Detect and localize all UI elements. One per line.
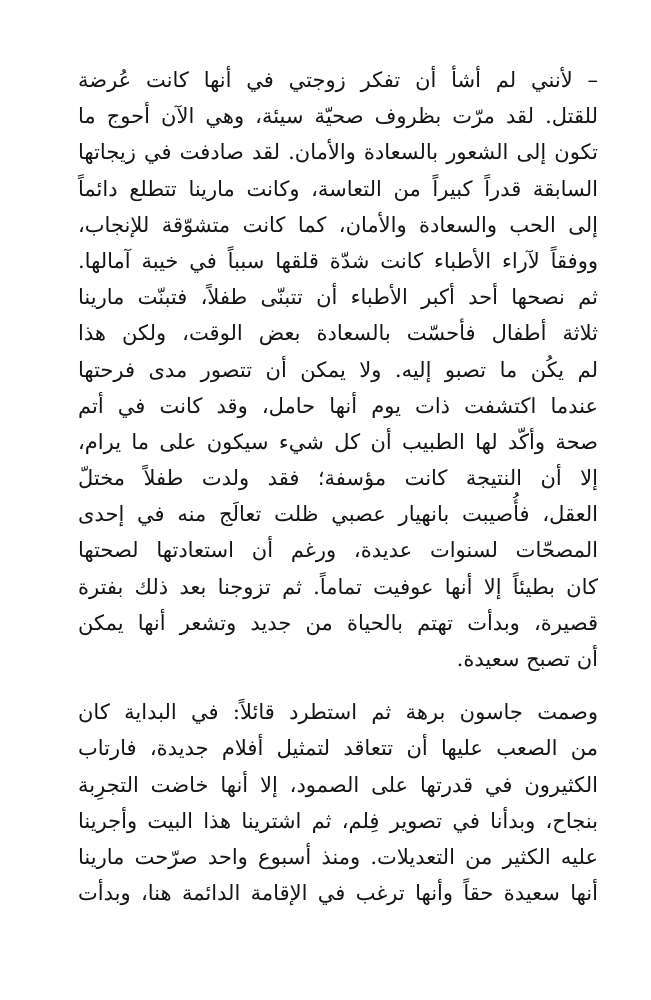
text-line: لم يكُن ما تصبو إليه. ولا يمكن أن تتصور مدى فرحتها: [78, 357, 598, 382]
text-line: السابقة قدراً كبيراً من التعاسة، وكانت مارينا تتطلع دائماً: [78, 176, 598, 201]
text-line: صحة وأكّد لها الطبيب أن كل شيء سيكون على ما يرام،: [78, 429, 598, 454]
text-line: ووفقاً لآراء الأطباء كانت شدّة قلقها سبباً في خيبة آمالها.: [78, 248, 598, 273]
text-line: تكون إلى الشعور بالسعادة والأمان. لقد صادفت في زيجاتها: [78, 140, 598, 165]
text-line: كان بطيئاً إلا أنها عوفيت تماماً. ثم تزوجنا بعد ذلك بفترة: [78, 574, 598, 599]
text-line: ثلاثة أطفال فأحسّت بالسعادة بعض الوقت، ولكن هذا: [78, 321, 598, 346]
text-line: المصحّات لسنوات عديدة، ورغم أن استعادتها لصحتها: [78, 538, 598, 563]
text-line: عليه الكثير من التعديلات. ومنذ أسبوع واحد صرّحت مارينا: [78, 844, 598, 869]
paragraph-2: [78, 694, 598, 911]
text-line: الكثيرون في قدرتها على الصمود، إلا أنها خاضت التجرِبة: [78, 772, 598, 797]
text-line: ثم نصحها أحد أكبر الأطباء أن تتبنّى طفلاً، فتبنّت مارينا: [78, 285, 598, 310]
text-line: للقتل. لقد مرّت بظروف صحيّة سيئة، وهي الآن أحوج ما: [78, 104, 598, 129]
text-line: إلى الحب والسعادة والأمان، كما كانت متشوّقة للإنجاب،: [78, 212, 598, 237]
text-line: بنجاح، وبدأنا في تصوير فِلم، ثم اشترينا هذا البيت وأجرينا: [78, 808, 599, 833]
text-line: عندما اكتشفت ذات يوم أنها حامل، وقد كانت في أتم: [78, 393, 598, 418]
paragraph-gap: [78, 677, 598, 694]
text-line: من الصعب عليها أن تتعاقد لتمثيل أفلام جديدة، فارتاب: [78, 736, 598, 761]
text-line: قصيرة، وبدأت تهتم بالحياة من جديد وتشعر أنها يمكن: [78, 610, 598, 635]
text-line: أنها سعيدة حقاً وأنها ترغب في الإقامة الدائمة هنا، وبدأت: [78, 881, 598, 906]
book-page: [78, 62, 598, 911]
text-line: – لأنني لم أشأ أن تفكر زوجتي في أنها كانت عُرضة: [78, 68, 598, 92]
paragraph-1: [78, 62, 598, 677]
text-line: إلا أن النتيجة كانت مؤسفة؛ فقد ولدت طفلاً مختلّ: [78, 466, 598, 491]
text-line: أن تصبح سعيدة.: [456, 647, 598, 671]
text-line: وصمت جاسون برهة ثم استطرد قائلاً: في البداية كان: [78, 700, 598, 725]
text-line: العقل، فأُصيبت بانهيار عصبي ظلت تعالَج منه في إحدى: [78, 502, 598, 527]
